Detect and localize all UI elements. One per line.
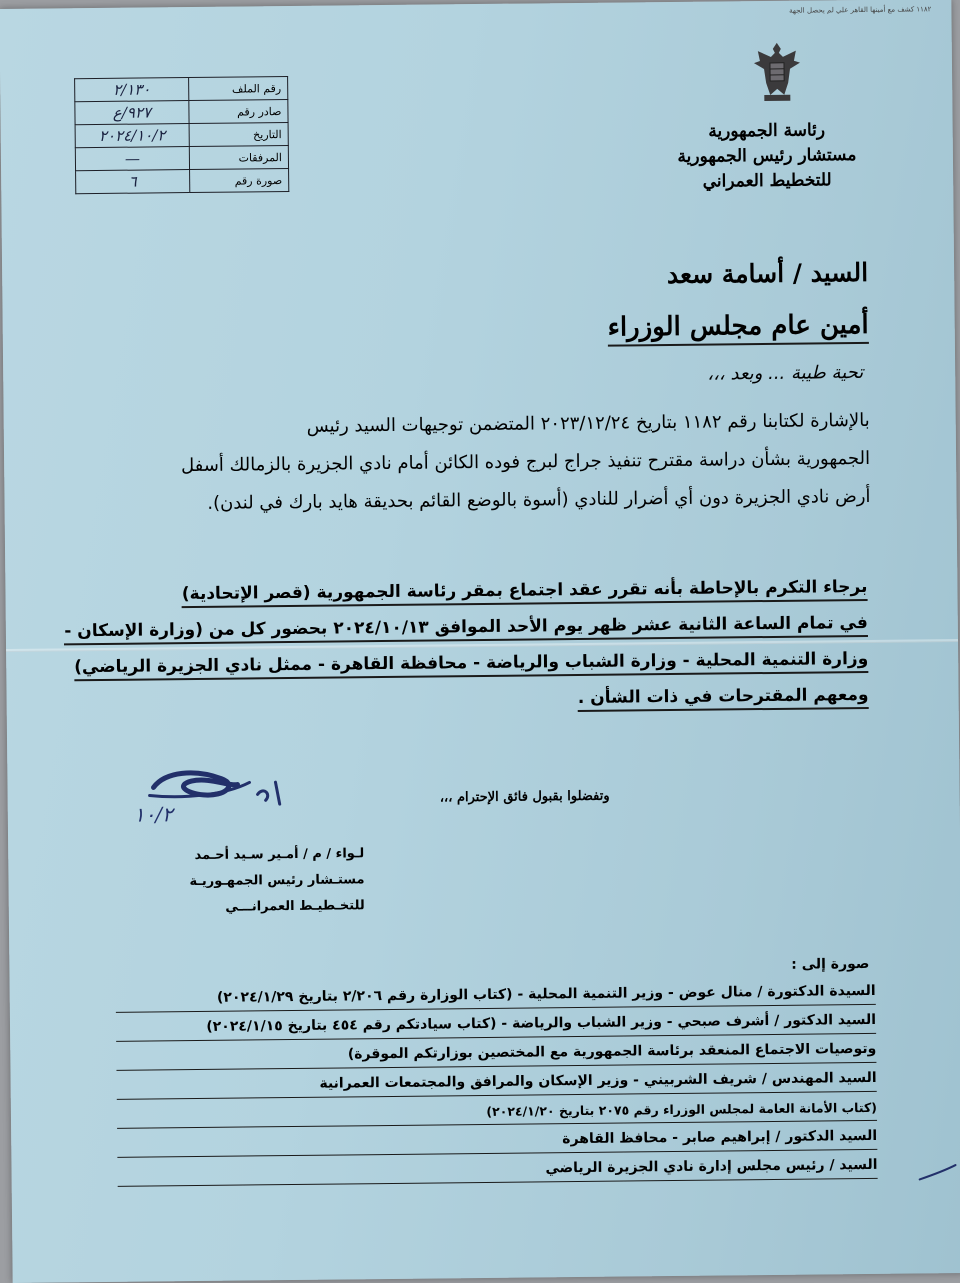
paragraph-line: أرض نادي الجزيرة دون أي أضرار للنادي (أسوة بالوضع القائم بحديقة هايد بارك في لندن).	[90, 478, 870, 524]
meeting-paragraph	[87, 570, 868, 722]
agency-line: رئاسة الجمهورية	[637, 118, 897, 146]
signature-date: ١٠/٢	[134, 802, 176, 826]
agency-line: مستشار رئيس الجمهورية	[637, 143, 897, 171]
greeting: تحية طيبة ... وبعد ،،،	[707, 362, 863, 385]
meeting-line: في تمام الساعة الثانية عشر ظهر يوم الأحد الموافق ٢٠٢٤/١٠/١٣ بحضور كل من (وزارة الإسكان -	[88, 606, 868, 648]
addressee-title-text: أمين عام مجلس الوزراء	[607, 310, 868, 347]
ref-value: ٢٠٢٤/١٠/٢	[75, 124, 189, 148]
agency-line: للتخطيط العمراني	[637, 168, 897, 196]
ref-value: —	[75, 147, 189, 171]
copies-title: صورة إلى :	[791, 956, 869, 973]
signer-line: مستـشار رئيس الجمهـوريـة	[104, 867, 364, 896]
tiny-header-print: ١١٨٢ كشف مع أمينها القاهر علي لم يحصل الجهة	[789, 5, 931, 14]
signer-block	[104, 841, 365, 922]
copy-line: السيدة الدكتورة / منال عوض - وزير التنمية المحلية - (كتاب الوزارة رقم ٢/٢٠٦ بتاريخ ٢٠٢٤/١/٢٩)	[116, 978, 876, 1013]
ref-row	[75, 146, 288, 171]
reference-box	[74, 76, 289, 194]
meeting-line: ومعهم المقترحات في ذات الشأن .	[88, 678, 868, 720]
ref-label: صورة رقم	[190, 168, 289, 192]
agency-letterhead	[637, 118, 898, 196]
copy-line: السيد المهندس / شريف الشربيني - وزير الإسكان والمرافق والمجتمعات العمرانية	[117, 1065, 877, 1100]
ref-row	[75, 100, 288, 125]
ref-row	[75, 123, 288, 148]
copy-line: وتوصيات الاجتماع المنعقد برئاسة الجمهورية مع المختصين بوزارتكم الموقرة)	[116, 1036, 876, 1071]
copy-line: السيد / رئيس مجلس إدارة نادي الجزيرة الرياضي	[117, 1152, 877, 1187]
addressee-title	[89, 310, 869, 348]
ref-label: التاريخ	[189, 123, 288, 147]
meeting-line: وزارة التنمية المحلية - وزارة الشباب والرياضة - محافظة القاهرة - ممثل نادي الجزيرة الرياضي)	[88, 642, 868, 684]
copy-line: السيد الدكتور / أشرف صبحي - وزير الشباب والرياضة - (كتاب سيادتكم رقم ٤٥٤ بتاريخ ٢٠٢٤/١/١٥)	[116, 1007, 876, 1042]
pen-tick-mark-icon	[917, 1163, 957, 1183]
copies-list	[116, 978, 878, 1189]
addressee-name: السيد / أسامة سعد	[88, 258, 868, 295]
ref-row	[76, 168, 289, 193]
ref-label: المرفقات	[189, 146, 288, 170]
ref-row	[75, 77, 288, 102]
closing-line: وتفضلوا بقبول فائق الإحترام ،،،	[440, 789, 610, 806]
paragraph-line: الجمهورية بشأن دراسة مقترح تنفيذ جراج لبرج فوده الكائن أمام نادي الجزيرة بالزمالك أسفل	[90, 440, 870, 486]
ref-label: صادر رقم	[189, 100, 288, 124]
signer-line: للتخـطيـط العمرانـــي	[105, 893, 365, 922]
signer-line: لـواء / م / أمـير سـيد أحـمد	[104, 841, 364, 870]
ref-label: رقم الملف	[189, 77, 288, 101]
reference-paragraph	[90, 402, 871, 524]
meeting-line: برجاء التكرم بالإحاطة بأنه تقرر عقد اجتماع بمقر رئاسة الجمهورية (قصر الإتحادية)	[87, 570, 867, 612]
ref-value: ٢/١٣٠	[75, 78, 189, 102]
copy-line: (كتاب الأمانة العامة لمجلس الوزراء رقم ٢٠٧٥ بتاريخ ٢٠٢٤/١/٢٠)	[117, 1094, 877, 1129]
eagle-emblem-icon	[750, 39, 805, 104]
ref-value: ٩٢٧/ع	[75, 101, 189, 125]
paragraph-line: بالإشارة لكتابنا رقم ١١٨٢ بتاريخ ٢٠٢٣/١٢/٢٤ المتضمن توجيهات السيد رئيس	[90, 402, 870, 448]
handwritten-signature-icon	[125, 764, 306, 838]
copy-line: السيد الدكتور / إبراهيم صابر - محافظ القاهرة	[117, 1123, 877, 1158]
ref-value: ٦	[76, 170, 190, 194]
